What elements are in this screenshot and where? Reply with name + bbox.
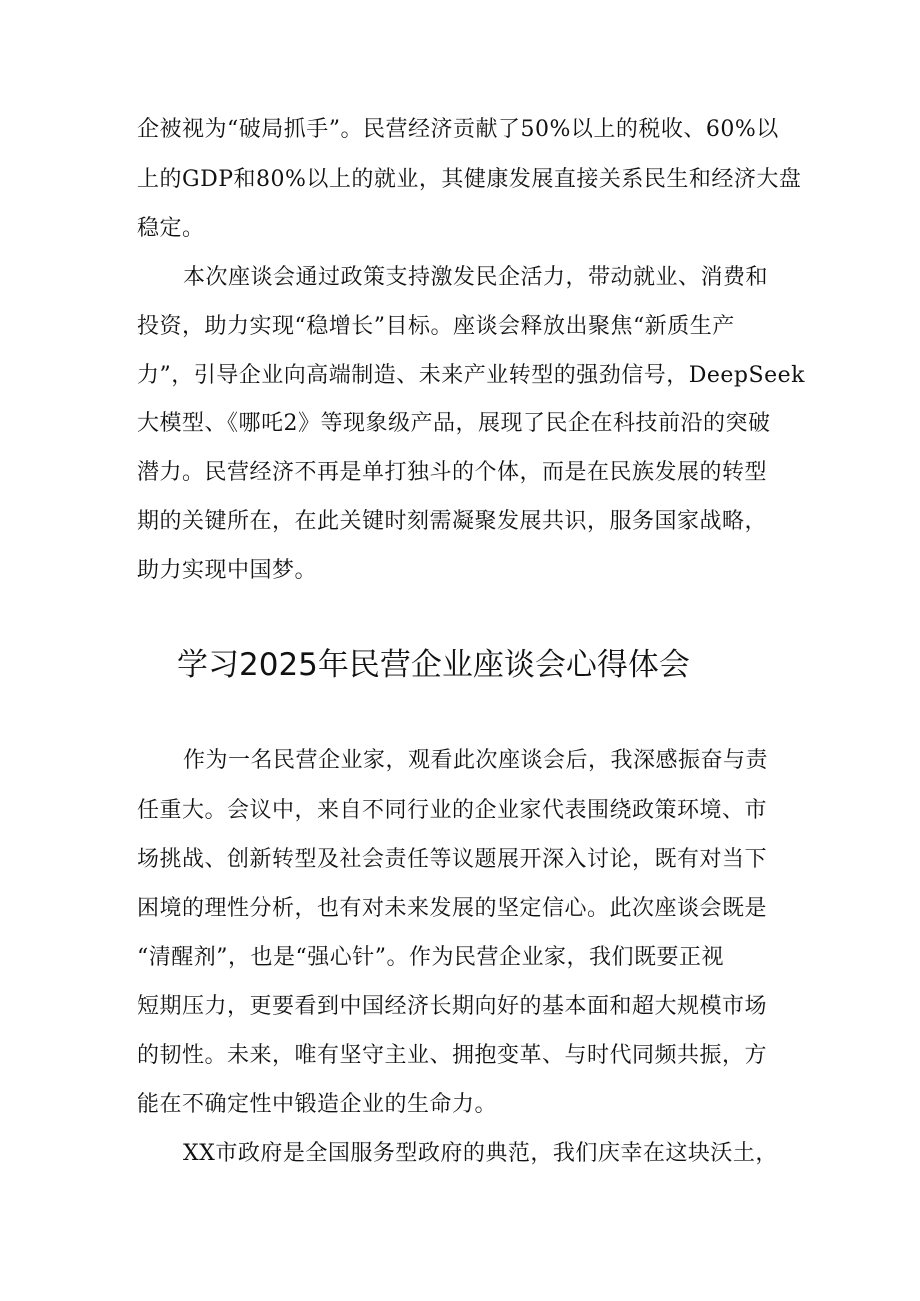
paragraph-line: “清醒剂”，也是“强心针”。作为民营企业家，我们既要正视 bbox=[137, 945, 724, 970]
paragraph-line: 能在不确定性中锻造企业的生命力。 bbox=[137, 1092, 498, 1117]
paragraph-line: 企被视为“破局抓手”。民营经济贡献了50%以上的税收、60%以 bbox=[137, 117, 779, 142]
section-heading: 学习2025年民营企业座谈会心得体会 bbox=[177, 647, 690, 683]
paragraph-line: 潜力。民营经济不再是单打独斗的个体，而是在民族发展的转型 bbox=[137, 460, 768, 485]
paragraph-line: 期的关键所在，在此关键时刻需凝聚发展共识，服务国家战略， bbox=[137, 509, 768, 534]
paragraph-line: 任重大。会议中，来自不同行业的企业家代表围绕政策环境、市 bbox=[137, 798, 768, 823]
paragraph-line: 上的GDP和80%以上的就业，其健康发展直接关系民生和经济大盘 bbox=[137, 167, 802, 192]
paragraph-line: 作为一名民营企业家，观看此次座谈会后，我深感振奋与责 bbox=[183, 748, 769, 773]
paragraph-line: 稳定。 bbox=[137, 216, 205, 241]
paragraph-line: 助力实现中国梦。 bbox=[137, 558, 318, 583]
paragraph-line: 大模型、《哪吒2》等现象级产品，展现了民企在科技前沿的突破 bbox=[137, 411, 771, 436]
paragraph-line: 场挑战、创新转型及社会责任等议题展开深入讨论，既有对当下 bbox=[137, 847, 768, 872]
paragraph-line: 的韧性。未来，唯有坚守主业、拥抱变革、与时代同频共振，方 bbox=[137, 1043, 768, 1068]
paragraph-line: 投资，助力实现“稳增长”目标。座谈会释放出聚焦“新质生产 bbox=[137, 314, 735, 339]
paragraph-line: 困境的理性分析，也有对未来发展的坚定信心。此次座谈会既是 bbox=[137, 896, 768, 921]
paragraph-line: XX市政府是全国服务型政府的典范，我们庆幸在这块沃土， bbox=[183, 1141, 778, 1166]
paragraph-line: 本次座谈会通过政策支持激发民企活力，带动就业、消费和 bbox=[183, 265, 769, 290]
paragraph-line: 短期压力，更要看到中国经济长期向好的基本面和超大规模市场 bbox=[137, 994, 768, 1019]
paragraph-line: 力”，引导企业向高端制造、未来产业转型的强劲信号，DeepSeek bbox=[137, 363, 805, 388]
